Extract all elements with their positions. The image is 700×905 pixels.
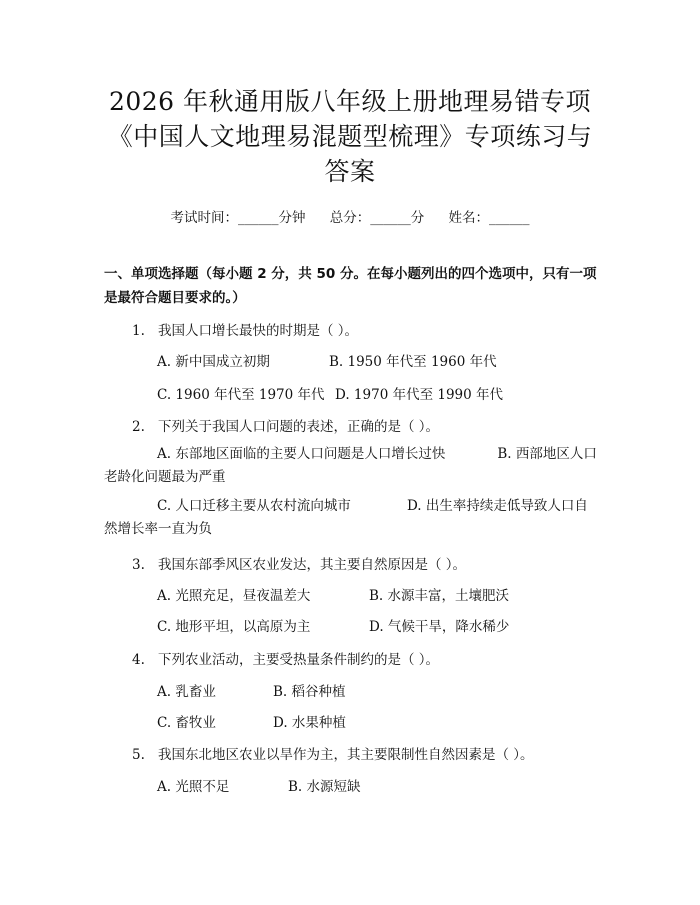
section-heading: 一、单项选择题（每小题 2 分，共 50 分。在每小题列出的四个选项中，只有一项是最符合题目要求的。） [104,266,597,306]
question-1-option-a: A. 新中国成立初期 [157,354,270,370]
question-2-option-d: D. 出生率持续走低导致人口自然增长率一直为负 [104,498,588,537]
question-1-option-d: D. 1970 年代至 1990 年代 [335,387,504,403]
question-3-option-d: D. 气候干旱，降水稀少 [369,619,510,635]
question-3-option-a: A. 光照充足，昼夜温差大 [157,588,311,604]
question-number: 3. [132,557,145,573]
question-3-option-b: B. 水源丰富，土壤肥沃 [369,588,510,604]
question-text: 我国人口增长最快的时期是（ ）。 [158,323,359,339]
question-2-option-a: A. 东部地区面临的主要人口问题是人口增长过快 [157,446,446,462]
question-2-option-b: B. 西部地区人口老龄化问题最为严重 [104,446,597,485]
exam-meta [0,206,700,226]
exam-time: 考试时间：______分钟 [170,210,306,226]
question-4-option-c: C. 畜牧业 [157,715,216,731]
question-2 [132,415,439,435]
title-line-1: 2026 年秋通用版八年级上册地理易错专项 [108,87,592,116]
question-text: 我国东部季风区农业发达，其主要自然原因是（ ）。 [158,557,467,573]
question-2-options-cd [104,495,600,541]
question-4-option-b: B. 稻谷种植 [273,684,346,700]
question-number: 4. [132,652,145,668]
question-text: 我国东北地区农业以旱作为主，其主要限制性自然因素是（ ）。 [158,747,534,763]
question-number: 1. [132,323,145,339]
question-text: 下列农业活动，主要受热量条件制约的是（ ）。 [158,652,440,668]
document-title [60,84,640,189]
question-2-option-c: C. 人口迁移主要从农村流向城市 [157,498,351,514]
question-number: 5. [132,747,145,763]
title-line-3: 答案 [324,157,376,186]
question-1 [132,319,358,339]
question-3 [132,553,466,573]
question-3-option-c: C. 地形平坦，以高原为主 [157,619,311,635]
question-1-option-b: B. 1950 年代至 1960 年代 [329,354,497,370]
title-line-2: 《中国人文地理易混题型梳理》专项练习与 [107,122,593,151]
question-2-options-ab [104,443,600,489]
question-5 [132,743,534,763]
question-4-option-d: D. 水果种植 [273,715,346,731]
question-number: 2. [132,419,145,435]
student-name: 姓名：______ [448,210,530,226]
question-4 [132,648,439,668]
question-5-option-a: A. 光照不足 [157,779,230,795]
question-5-option-b: B. 水源短缺 [288,779,361,795]
question-text: 下列关于我国人口问题的表述，正确的是（ ）。 [158,419,440,435]
question-1-option-c: C. 1960 年代至 1970 年代 [157,387,325,403]
exam-score: 总分：______分 [329,210,425,226]
question-4-option-a: A. 乳畜业 [157,684,216,700]
